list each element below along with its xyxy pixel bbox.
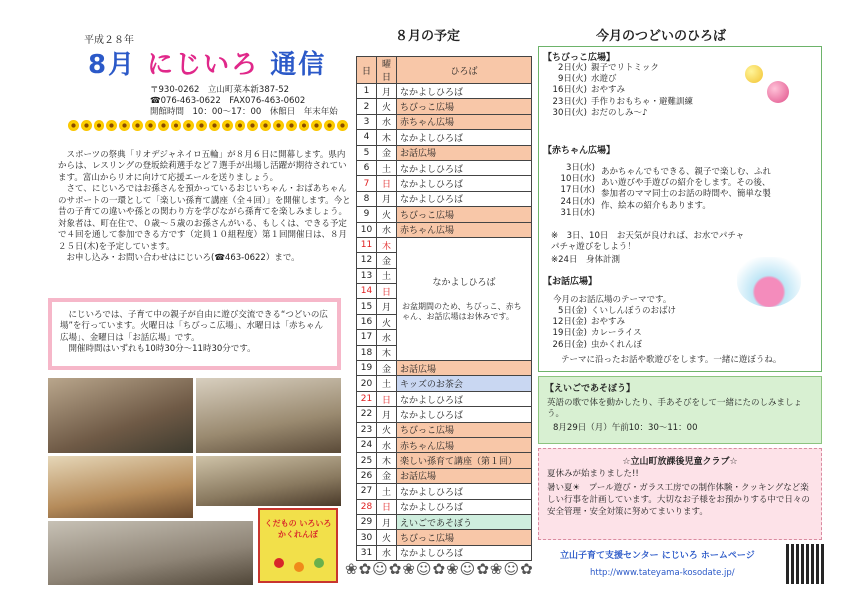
aka-note1: ※ 3日、10日 お天気が良ければ、お水でパチャパチャ遊びをしよう！ bbox=[551, 231, 745, 253]
sunflower-icon bbox=[311, 120, 322, 131]
day-cell: 25 bbox=[357, 453, 377, 468]
day-cell: 22 bbox=[357, 407, 377, 422]
tsudoi-hours: 開催時間はいずれも10時30分〜11時30分です。 bbox=[68, 344, 256, 355]
weekday-cell: 月 bbox=[377, 191, 397, 206]
weekday-cell: 月 bbox=[377, 299, 397, 314]
event-cell: なかよしひろば bbox=[397, 191, 532, 206]
weekday-cell: 金 bbox=[377, 253, 397, 268]
event-cell: ちびっこ広場 bbox=[397, 99, 532, 114]
col-weekday: 曜日 bbox=[377, 57, 397, 84]
apple-icon bbox=[274, 558, 284, 568]
day-cell: 9 bbox=[357, 207, 377, 222]
list-item bbox=[539, 328, 676, 339]
sunflower-icon bbox=[81, 120, 92, 131]
list-item bbox=[539, 97, 693, 108]
day-cell: 28 bbox=[357, 499, 377, 514]
title-month: 8月 bbox=[88, 50, 137, 80]
sunflower-icon bbox=[260, 120, 271, 131]
title-suffix: 通信 bbox=[270, 50, 327, 80]
col-day: 日 bbox=[357, 57, 377, 84]
day-cell: 3 bbox=[357, 114, 377, 129]
weekday-cell: 水 bbox=[377, 114, 397, 129]
schedule-row bbox=[357, 160, 532, 175]
photo-class bbox=[196, 456, 341, 506]
sunflower-icon bbox=[158, 120, 169, 131]
day-cell: 7 bbox=[357, 176, 377, 191]
day-cell: 30 bbox=[357, 530, 377, 545]
photo-mother bbox=[48, 521, 253, 585]
day-cell: 29 bbox=[357, 514, 377, 529]
event-cell: 赤ちゃん広場 bbox=[397, 222, 532, 237]
weekday-cell: 火 bbox=[377, 314, 397, 329]
schedule-row bbox=[357, 484, 532, 499]
schedule-row bbox=[357, 84, 532, 99]
day-cell: 5 bbox=[357, 145, 377, 160]
photo-room bbox=[196, 378, 341, 453]
photo-group bbox=[48, 378, 193, 453]
list-text: 親子でリトミック bbox=[591, 63, 659, 73]
list-item bbox=[539, 108, 693, 119]
weekday-cell: 木 bbox=[377, 237, 397, 252]
weekday-cell: 水 bbox=[377, 545, 397, 560]
sunflower-icon bbox=[299, 120, 310, 131]
pool-icon bbox=[737, 257, 801, 307]
aka-date: 24日(水) bbox=[560, 196, 595, 207]
list-date: 23日(火) bbox=[552, 96, 587, 107]
schedule-row bbox=[357, 99, 532, 114]
sunflower-icon bbox=[171, 120, 182, 131]
sunflower-icon bbox=[196, 120, 207, 131]
event-cell: 赤ちゃん広場 bbox=[397, 437, 532, 452]
day-cell: 26 bbox=[357, 468, 377, 483]
day-cell: 24 bbox=[357, 437, 377, 452]
schedule-row bbox=[357, 453, 532, 468]
weekday-cell: 木 bbox=[377, 130, 397, 145]
aka-heading: 【赤ちゃん広場】 bbox=[543, 146, 616, 156]
schedule-row bbox=[357, 391, 532, 406]
weekday-cell: 水 bbox=[377, 437, 397, 452]
weekday-cell: 日 bbox=[377, 176, 397, 191]
schedule-row bbox=[357, 130, 532, 145]
weekday-cell: 火 bbox=[377, 99, 397, 114]
weekday-cell: 土 bbox=[377, 268, 397, 283]
list-text: 水遊び bbox=[591, 74, 617, 85]
sunflower-icon bbox=[209, 120, 220, 131]
day-cell: 4 bbox=[357, 130, 377, 145]
event-cell: ちびっこ広場 bbox=[397, 530, 532, 545]
aka-date: 10日(水) bbox=[560, 174, 595, 185]
ball-icon bbox=[745, 65, 763, 83]
event-cell: なかよしひろば bbox=[397, 84, 532, 99]
list-item bbox=[539, 317, 676, 328]
sunflower-icon bbox=[222, 120, 233, 131]
day-cell: 27 bbox=[357, 484, 377, 499]
weekday-cell: 土 bbox=[377, 484, 397, 499]
schedule-row bbox=[357, 499, 532, 514]
list-date: 9日(火) bbox=[557, 74, 587, 85]
ohana-lead: 今月のお話広場のテーマです。 bbox=[553, 295, 672, 305]
day-cell: 15 bbox=[357, 299, 377, 314]
hours-line: 開館時間 10：00〜17：00 休館日 年末年始 bbox=[150, 107, 338, 118]
list-text: カレーライス bbox=[591, 328, 642, 339]
list-text: 手作りおもちゃ・避難訓練 bbox=[591, 96, 694, 107]
schedule-row bbox=[357, 437, 532, 452]
event-cell: なかよしひろば bbox=[397, 160, 532, 175]
day-cell: 2 bbox=[357, 99, 377, 114]
weekday-cell: 月 bbox=[377, 514, 397, 529]
weekday-cell: 日 bbox=[377, 391, 397, 406]
weekday-cell: 火 bbox=[377, 422, 397, 437]
sunflower-icon bbox=[145, 120, 156, 131]
schedule-row bbox=[357, 114, 532, 129]
ohana-heading: 【お話広場】 bbox=[543, 277, 598, 287]
event-cell: ちびっこ広場 bbox=[397, 422, 532, 437]
sunflower-icon bbox=[235, 120, 246, 131]
schedule-row bbox=[357, 145, 532, 160]
intro-text bbox=[58, 150, 352, 265]
sunflower-icon bbox=[324, 120, 335, 131]
eigo-box bbox=[538, 376, 822, 444]
schedule-row bbox=[357, 407, 532, 422]
schedule-row bbox=[357, 176, 532, 191]
era-label: 平成２８年 bbox=[84, 35, 134, 46]
list-date: 19日(金) bbox=[552, 328, 587, 339]
schedule-row bbox=[357, 376, 532, 391]
kids-decoration: ❀✿☺✿❀☺✿❀☺✿❀☺✿ bbox=[345, 560, 534, 578]
weekday-cell: 金 bbox=[377, 145, 397, 160]
event-cell: なかよしひろば bbox=[397, 391, 532, 406]
photo-collage bbox=[48, 378, 341, 585]
weekday-cell: 月 bbox=[377, 407, 397, 422]
weekday-cell: 火 bbox=[377, 207, 397, 222]
footer-url[interactable]: http://www.tateyama-kosodate.jp/ bbox=[590, 568, 735, 578]
right-title: 今月のつどいのひろば bbox=[596, 29, 727, 44]
weekday-cell: 金 bbox=[377, 361, 397, 376]
day-cell: 1 bbox=[357, 84, 377, 99]
sunflower-icon bbox=[68, 120, 79, 131]
event-cell: なかよしひろば bbox=[397, 484, 532, 499]
event-cell: なかよしひろば bbox=[397, 499, 532, 514]
schedule-title: ８月の予定 bbox=[395, 29, 461, 44]
weekday-cell: 月 bbox=[377, 84, 397, 99]
sunflower-icon bbox=[106, 120, 117, 131]
tsudoi-text: にじいろでは、子育て中の親子が自由に遊び交流できる“つどいの広場”を行っています。火曜日は「ちびっこ広場」、水曜日は「赤ちゃん広場」、金曜日は「お話広場」です。 bbox=[60, 310, 328, 343]
ball-icon bbox=[767, 81, 789, 103]
merged-label: なかよしひろば bbox=[432, 278, 496, 289]
chibi-heading: 【ちびっこ広場】 bbox=[543, 53, 616, 63]
event-cell: お話広場 bbox=[397, 145, 532, 160]
sunflower-icon bbox=[337, 120, 348, 131]
weekday-cell: 水 bbox=[377, 330, 397, 345]
intro-paragraph: お申し込み・お問い合わせはにじいろ(☎463-0622）まで。 bbox=[66, 253, 300, 264]
ohana-closing: テーマに沿ったお話や歌遊びをします。一緒に遊ぼうね。 bbox=[561, 355, 782, 365]
title-name: にじいろ bbox=[147, 50, 260, 80]
apple-icon bbox=[294, 562, 304, 572]
day-cell: 23 bbox=[357, 422, 377, 437]
day-cell: 11 bbox=[357, 237, 377, 252]
schedule-row bbox=[357, 468, 532, 483]
event-cell: お話広場 bbox=[397, 361, 532, 376]
sunflower-icon bbox=[119, 120, 130, 131]
intro-paragraph: スポーツの祭典「リオデジャネイロ五輪」が８月６日に開幕します。県内からは、レスリングの登坂絵莉選手など７選手が出場し活躍が期待されています。富山からリオに向けて応援エールを送りましょう。 bbox=[58, 150, 347, 183]
weekday-cell: 火 bbox=[377, 530, 397, 545]
club-line2: 暑い夏☀ プール遊び・ガラス工房での制作体験・クッキングなど楽しい行事を計画しています。大切なお子様をお預かりする中で日々の安全管理・安全対策に努めてまいります。 bbox=[547, 482, 810, 517]
sunflower-icon bbox=[286, 120, 297, 131]
event-cell: お話広場 bbox=[397, 468, 532, 483]
list-text: くいしんぼうのおばけ bbox=[591, 306, 677, 316]
address-line: 〒930-0262 立山町菜本新387-52 bbox=[150, 85, 290, 95]
list-item bbox=[539, 340, 676, 351]
aka-date: 3日(水) bbox=[565, 163, 595, 173]
qr-code-icon bbox=[786, 544, 826, 584]
event-cell: えいごであそぼう bbox=[397, 514, 532, 529]
weekday-cell: 木 bbox=[377, 345, 397, 360]
schedule-row bbox=[357, 545, 532, 560]
day-cell: 14 bbox=[357, 284, 377, 299]
schedule-row bbox=[357, 207, 532, 222]
list-text: おだのしみ〜♪ bbox=[591, 107, 648, 118]
list-date: 5日(金) bbox=[557, 306, 587, 316]
event-cell: なかよしひろば bbox=[397, 176, 532, 191]
sunflower-row bbox=[68, 120, 348, 131]
sunflower-icon bbox=[132, 120, 143, 131]
event-cell: ちびっこ広場 bbox=[397, 207, 532, 222]
day-cell: 18 bbox=[357, 345, 377, 360]
club-line1: 夏休みが始まりました!! bbox=[547, 469, 639, 479]
col-event: ひろば bbox=[397, 57, 532, 84]
intro-paragraph: さて、にじいろではお孫さんを預かっているおじいちゃん・おばあちゃんのサポートの一環として「楽しい孫育て講座（全４回）」を開催します。今と昔の子育ての違いや孫との関わり方を学びながら孫育てを楽しみましょう。対象者は、町在住で、０歳〜５歳のお孫さんがいる、もしくは、できる予定で４回を通して参加できる方です（定員１０組程度）第１回開催日は、８月２５日(木)を予定しています。 bbox=[58, 184, 351, 252]
tsudoi-events-box bbox=[538, 46, 822, 372]
aka-date: 17日(水) bbox=[560, 185, 595, 196]
schedule-row bbox=[357, 191, 532, 206]
phone-line: ☎076-463-0622 FAX076-463-0602 bbox=[150, 96, 306, 107]
chibi-list bbox=[539, 63, 693, 119]
address-block bbox=[150, 85, 338, 118]
day-cell: 31 bbox=[357, 545, 377, 560]
event-cell: 赤ちゃん広場 bbox=[397, 114, 532, 129]
day-cell: 20 bbox=[357, 376, 377, 391]
weekday-cell: 土 bbox=[377, 376, 397, 391]
eigo-text: 英語の歌で体を動かしたり、手あそびをして一緒にたのしみましょう。 bbox=[547, 398, 803, 420]
tsudoi-info-box bbox=[48, 298, 341, 370]
newsletter-title bbox=[88, 44, 326, 81]
schedule-row bbox=[357, 514, 532, 529]
club-heading: ☆立山町放課後児童クラブ☆ bbox=[622, 457, 738, 467]
schedule-table bbox=[356, 56, 532, 561]
list-date: 26日(金) bbox=[552, 339, 587, 350]
sunflower-icon bbox=[247, 120, 258, 131]
day-cell: 8 bbox=[357, 191, 377, 206]
aka-text: あかちゃんでもできる、親子で楽しむ、ふれあい遊びや手遊びの紹介をします。その後、参加者のママ同士のお話の時間や、簡単な製作、絵本の紹介もあります。 bbox=[601, 167, 772, 211]
weekday-cell: 水 bbox=[377, 222, 397, 237]
weekday-cell: 土 bbox=[377, 160, 397, 175]
event-cell: キッズのお茶会 bbox=[397, 376, 532, 391]
day-cell: 13 bbox=[357, 268, 377, 283]
sunflower-icon bbox=[273, 120, 284, 131]
event-cell: なかよしひろば bbox=[397, 407, 532, 422]
day-cell: 6 bbox=[357, 160, 377, 175]
day-cell: 16 bbox=[357, 314, 377, 329]
list-text: おやすみ bbox=[591, 317, 626, 328]
list-date: 16日(火) bbox=[552, 85, 587, 96]
event-cell: なかよしひろば bbox=[397, 130, 532, 145]
weekday-cell: 日 bbox=[377, 284, 397, 299]
schedule-header-row bbox=[357, 57, 532, 84]
weekday-cell: 木 bbox=[377, 453, 397, 468]
event-cell: なかよしひろば bbox=[397, 545, 532, 560]
eigo-heading: 【えいごであそぼう】 bbox=[545, 384, 636, 394]
day-cell: 17 bbox=[357, 330, 377, 345]
apple-icon bbox=[314, 558, 324, 568]
schedule-row bbox=[357, 530, 532, 545]
merged-note: お盆期間のため、ちびっこ、赤ちゃん、お話広場はお休みです。 bbox=[402, 302, 522, 322]
list-date: 12日(金) bbox=[552, 317, 587, 328]
list-text: おやすみ bbox=[591, 85, 626, 96]
schedule-row bbox=[357, 222, 532, 237]
picture-book bbox=[258, 508, 338, 583]
day-cell: 21 bbox=[357, 391, 377, 406]
list-date: 2日(火) bbox=[557, 63, 587, 73]
list-item bbox=[539, 74, 693, 85]
schedule-row bbox=[357, 237, 532, 252]
event-cell: 楽しい孫育て講座（第１回） bbox=[397, 453, 532, 468]
day-cell: 10 bbox=[357, 222, 377, 237]
sunflower-icon bbox=[94, 120, 105, 131]
book-title: くだもの いろいろ かくれんぼ bbox=[264, 519, 332, 539]
ohana-list bbox=[539, 306, 676, 351]
sunflower-icon bbox=[183, 120, 194, 131]
list-item bbox=[539, 85, 693, 96]
list-date: 30日(火) bbox=[552, 107, 587, 118]
club-box bbox=[538, 448, 822, 540]
weekday-cell: 金 bbox=[377, 468, 397, 483]
aka-date: 31日(水) bbox=[560, 207, 595, 218]
list-item bbox=[539, 306, 676, 317]
aka-dates bbox=[539, 163, 595, 219]
obon-merged-cell bbox=[397, 237, 532, 360]
list-item bbox=[539, 63, 693, 74]
weekday-cell: 日 bbox=[377, 499, 397, 514]
day-cell: 19 bbox=[357, 361, 377, 376]
day-cell: 12 bbox=[357, 253, 377, 268]
eigo-date: 8月29日（月）午前10：30〜11：00 bbox=[553, 422, 698, 433]
list-text: 虫かくれんぼ bbox=[591, 339, 643, 350]
aka-note2: ※24日 身体計測 bbox=[551, 255, 620, 265]
photo-play bbox=[48, 456, 193, 518]
schedule-row bbox=[357, 422, 532, 437]
schedule-row bbox=[357, 361, 532, 376]
footer-name: 立山子育て支援センター にじいろ ホームページ bbox=[560, 551, 755, 561]
